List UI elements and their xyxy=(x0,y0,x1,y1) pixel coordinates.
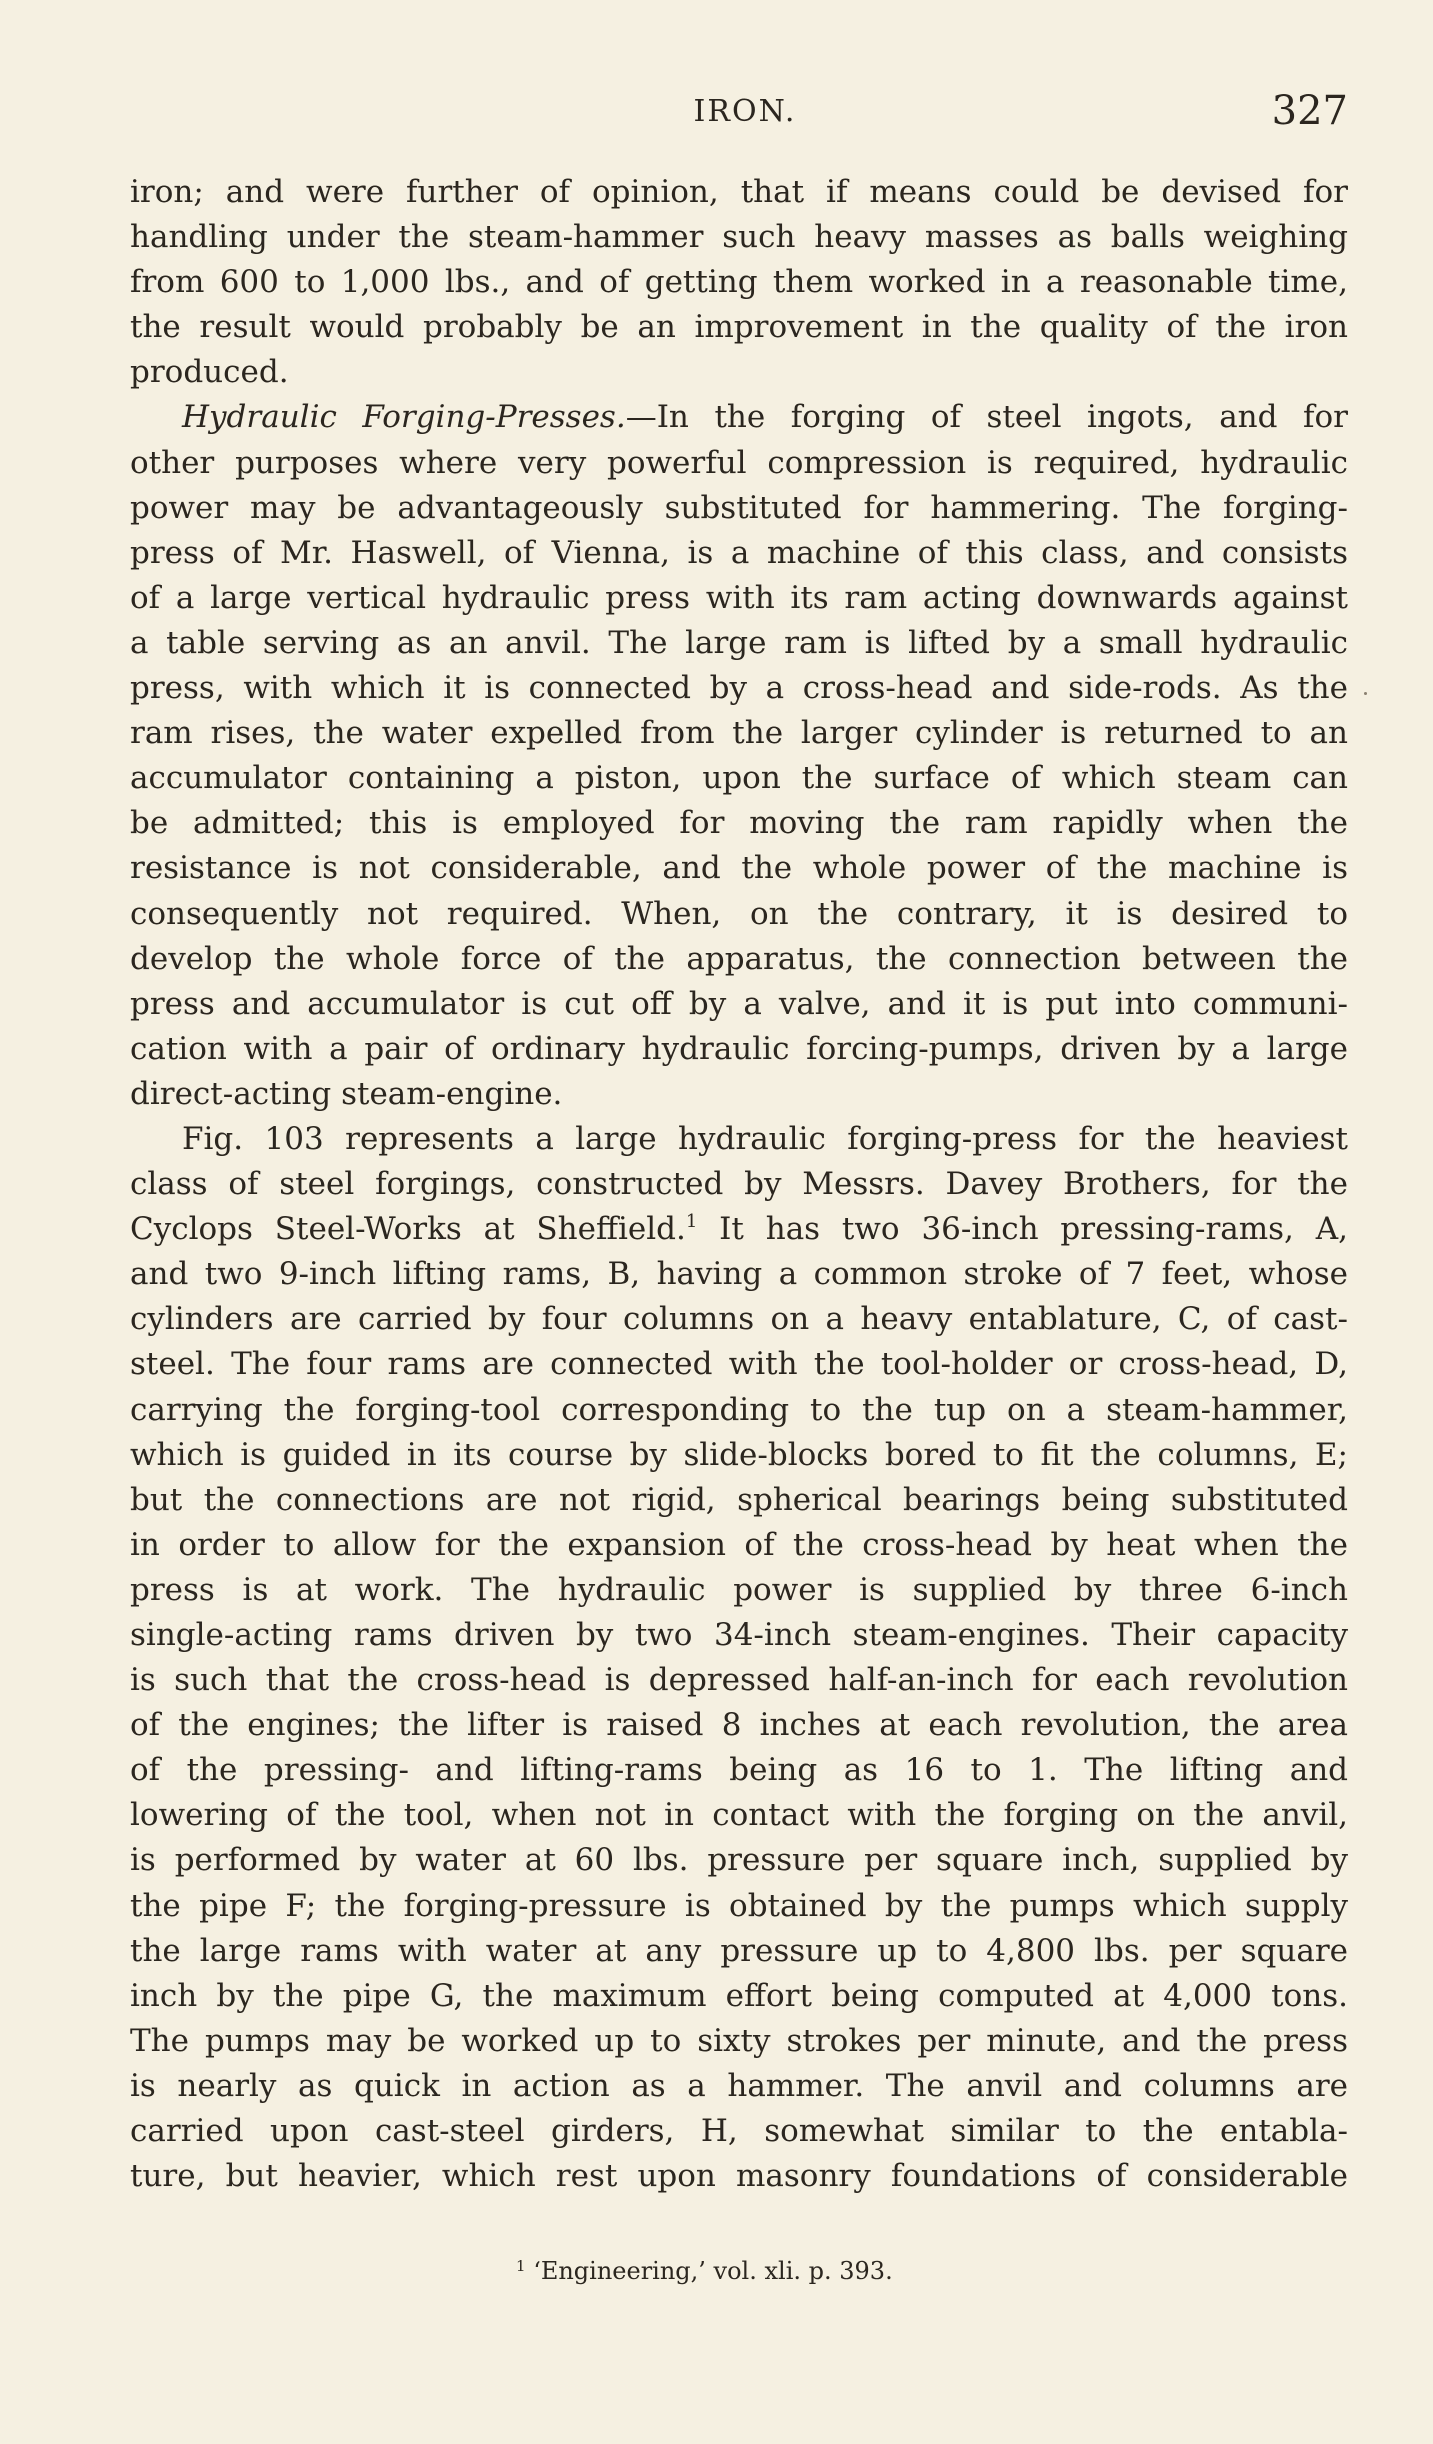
text-line: consequently not required. When, on the contrary, it is desired to xyxy=(130,895,1348,932)
section-heading: Hydraulic Forging-Presses. xyxy=(182,399,626,436)
text-line: the pipe F; the forging-pressure is obtained by the pumps which supply xyxy=(130,1887,1348,1924)
text-run: Cyclops Steel-Works at Sheffield. xyxy=(130,1211,686,1248)
text-line: cation with a pair of ordinary hydraulic forcing-pumps, driven by a large xyxy=(130,1030,1348,1067)
footnote-text: ‘Engineering,’ vol. xli. p. 393. xyxy=(533,2257,893,2285)
text-line: from 600 to 1,000 lbs., and of getting them worked in a reasonable time, xyxy=(130,264,1348,301)
text-line: cylinders are carried by four columns on a heavy entablature, C, of cast- xyxy=(130,1301,1348,1338)
text-line: iron; and were further of opinion, that if means could be devised for xyxy=(130,174,1348,210)
text-line: is performed by water at 60 lbs. pressure per square inch, supplied by xyxy=(130,1842,1348,1879)
text-line: be admitted; this is employed for moving the ram rapidly when the xyxy=(130,805,1348,842)
text-line: power may be advantageously substituted for hammering. The forging- xyxy=(130,489,1348,526)
margin-mark xyxy=(1364,692,1367,695)
text-line: direct-acting steam-engine. xyxy=(130,1075,563,1112)
text-run: —In the forging of steel ingots, and for xyxy=(625,399,1348,436)
body-text xyxy=(130,170,1348,2199)
text-line: a table serving as an anvil. The large ram is lifted by a small hydraulic xyxy=(130,624,1348,661)
text-line: of the pressing- and lifting-rams being as 16 to 1. The lifting and xyxy=(130,1752,1348,1789)
text-line: The pumps may be worked up to sixty strokes per minute, and the press xyxy=(130,2022,1348,2059)
text-line: other purposes where very powerful compression is required, hydraulic xyxy=(130,444,1348,481)
text-line: the result would probably be an improvement in the quality of the iron xyxy=(130,309,1348,346)
text-line: press, with which it is connected by a cross-head and side-rods. As the xyxy=(130,670,1348,707)
text-line: press and accumulator is cut off by a valve, and it is put into communi- xyxy=(130,985,1348,1022)
text-line: in order to allow for the expansion of the cross-head by heat when the xyxy=(130,1526,1348,1563)
text-line: is nearly as quick in action as a hammer. The anvil and columns are xyxy=(130,2067,1348,2104)
text-line: inch by the pipe G, the maximum effort being computed at 4,000 tons. xyxy=(130,1977,1348,2014)
text-run: It has two 36-inch pressing-rams, A, xyxy=(697,1211,1348,1248)
text-line xyxy=(130,1207,1348,1252)
text-line: resistance is not considerable, and the whole power of the machine is xyxy=(130,850,1348,887)
text-line: and two 9-inch lifting rams, B, having a common stroke of 7 feet, whose xyxy=(130,1256,1348,1293)
text-line: Fig. 103 represents a large hydraulic forging-press for the heaviest xyxy=(182,1120,1348,1157)
text-line: press is at work. The hydraulic power is supplied by three 6-inch xyxy=(130,1571,1348,1608)
text-line: press of Mr. Haswell, of Vienna, is a machine of this class, and consists xyxy=(130,534,1348,571)
text-line: carried upon cast-steel girders, H, somewhat similar to the entabla- xyxy=(130,2113,1348,2150)
footnote-marker: 1 xyxy=(516,2257,526,2275)
running-head xyxy=(130,88,1360,136)
running-title: IRON. xyxy=(693,94,797,129)
text-line: produced. xyxy=(130,354,289,391)
text-line: is such that the cross-head is depressed half-an-inch for each revolution xyxy=(130,1662,1348,1699)
text-line: which is guided in its course by slide-blocks bored to fit the columns, E; xyxy=(130,1436,1348,1473)
footnote-reference: 1 xyxy=(685,1211,698,1233)
text-line: class of steel forgings, constructed by Messrs. Davey Brothers, for the xyxy=(130,1166,1348,1203)
text-line: lowering of the tool, when not in contact with the forging on the anvil, xyxy=(130,1797,1348,1834)
text-line: carrying the forging-tool corresponding to the tup on a steam-hammer, xyxy=(130,1391,1348,1428)
text-line: ture, but heavier, which rest upon masonry foundations of considerable xyxy=(130,2158,1348,2195)
text-line xyxy=(130,395,1348,440)
text-line: but the connections are not rigid, spherical bearings being substituted xyxy=(130,1481,1348,1518)
text-line: of a large vertical hydraulic press with its ram acting downwards against xyxy=(130,579,1348,616)
text-line: ram rises, the water expelled from the larger cylinder is returned to an xyxy=(130,715,1348,752)
text-line: steel. The four rams are connected with the tool-holder or cross-head, D, xyxy=(130,1346,1348,1383)
text-line: the large rams with water at any pressure up to 4,800 lbs. per square xyxy=(130,1932,1348,1969)
footnote xyxy=(516,2251,893,2286)
text-line: develop the whole force of the apparatus, the connection between the xyxy=(130,940,1348,977)
page-number: 327 xyxy=(1271,88,1348,134)
text-line: of the engines; the lifter is raised 8 inches at each revolution, the area xyxy=(130,1707,1348,1744)
text-line: accumulator containing a piston, upon the surface of which steam can xyxy=(130,760,1348,797)
text-line: single-acting rams driven by two 34-inch steam-engines. Their capacity xyxy=(130,1617,1348,1653)
text-line: handling under the steam-hammer such heavy masses as balls weighing xyxy=(130,219,1348,256)
